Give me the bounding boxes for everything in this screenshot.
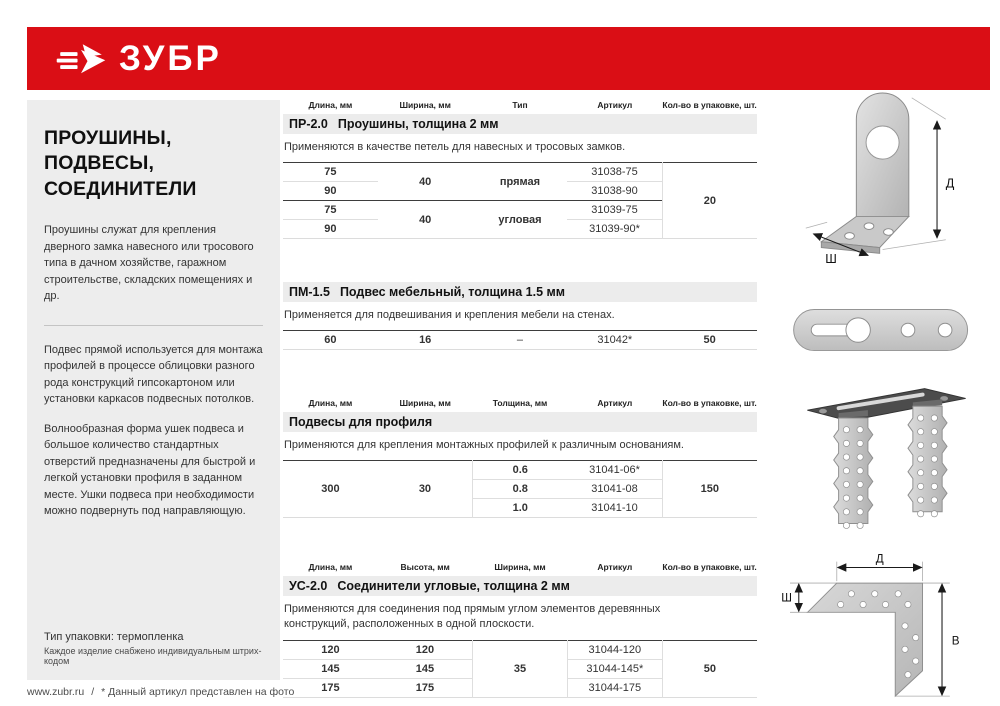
cell-width: 35: [473, 640, 568, 697]
cell-length: 90: [324, 185, 337, 198]
col-header: Длина, мм: [308, 100, 353, 110]
corner-connectors-data-grid: [283, 640, 757, 698]
section-description: Применяются в качестве петель для навесных и тросовых замков.: [284, 141, 626, 153]
section-title-eyelets: [283, 114, 757, 134]
table-row: [283, 461, 757, 480]
cell-height: 175: [415, 681, 435, 694]
cell-width: 40: [419, 175, 432, 188]
cell-article: 31041-10: [591, 502, 638, 515]
dim-label-width: Ш: [825, 252, 837, 267]
section-name: Проушины, толщина 2 мм: [337, 117, 499, 131]
cell-type: –: [516, 334, 524, 347]
cell-article: 31039-75: [567, 201, 662, 220]
cell-length: 90: [324, 223, 337, 236]
cell-type: угловая: [473, 201, 568, 239]
col-header: Артикул: [597, 100, 633, 110]
profile-hanger-image: [778, 375, 993, 550]
table-profile-hangers-header-row: [283, 398, 757, 411]
table-furniture-hanger: [283, 282, 757, 350]
section-title-corner-connectors: [283, 576, 757, 596]
col-header: Кол-во в упаковке, шт.: [662, 100, 757, 110]
cell-article: 31038-90: [591, 185, 638, 198]
col-header: Кол-во в упаковке, шт.: [662, 398, 757, 408]
cell-length: 145: [283, 659, 378, 678]
cell-article: 31044-120: [567, 640, 662, 659]
section-description: Применяется для подвешивания и крепления мебели на стенах.: [284, 309, 615, 321]
cell-article: 31039-90*: [589, 223, 640, 236]
sidebar-paragraph-hanger-ears: Волнообразная форма ушек подвеса и большое количество стандартных отверстий предназначены для быстрой и легкой установки профиля в заданном месте. Ушки подвеса при необходимости можно подвернуть под направляющую.: [44, 422, 256, 518]
table-row: [283, 640, 757, 659]
furniture-hanger-data-grid: [283, 330, 757, 350]
section-description: Применяются для соединения под прямым углом элементов деревянных конструкций, расположенных в одной плоскости.: [284, 603, 661, 631]
cell-width: 40: [378, 201, 473, 239]
cell-length: 75: [283, 201, 378, 220]
col-header: Ширина, мм: [494, 562, 546, 572]
brand-header: [27, 27, 990, 90]
cell-length: 175: [321, 681, 340, 694]
table-corner-connectors: [283, 562, 757, 698]
section-name: Соединители угловые, толщина 2 мм: [337, 579, 570, 593]
zubr-logo-icon: [55, 37, 107, 81]
brand-logo-text: ЗУБР: [119, 38, 222, 78]
cell-length: 300: [321, 483, 340, 496]
packaging-info: [44, 631, 263, 666]
packaging-barcode-note: Каждое изделие снабжено индивидуальным штрих-кодом: [44, 646, 262, 666]
col-header: Высота, мм: [400, 562, 450, 572]
cell-thickness: 0.6: [473, 461, 568, 480]
cell-qty: 150: [662, 461, 757, 518]
profile-hangers-data-grid: [283, 460, 757, 518]
product-tables: [283, 100, 757, 700]
cell-qty: 50: [662, 640, 757, 697]
col-header: Артикул: [597, 562, 633, 572]
cell-article: 31044-175: [588, 681, 642, 694]
cell-width: 30: [378, 461, 473, 518]
cell-article: 31044-145*: [567, 659, 662, 678]
section-title-profile-hangers: [283, 412, 757, 432]
cell-height: 145: [378, 659, 473, 678]
furniture-hanger-image: [778, 282, 993, 387]
footer-separator: /: [91, 686, 95, 698]
section-name: Подвес мебельный, толщина 1.5 мм: [339, 285, 566, 299]
col-header: Артикул: [597, 398, 633, 408]
table-eyelets-header-row: [283, 100, 757, 113]
col-header: Тип: [512, 100, 528, 110]
sidebar: [27, 100, 280, 680]
cell-length: 60: [324, 334, 337, 347]
sidebar-paragraph-eyelets: Проушины служат для крепления дверного замка навесного или тросового типа в дачном хозяйстве, гаражном строительстве, складских помещениях и др.: [44, 224, 254, 303]
sidebar-paragraph-hanger: Подвес прямой используется для монтажа профилей в процессе облицовки разного рода конструкций гипсокартоном или установки каркасов подвесных потолков.: [44, 343, 263, 406]
cell-height: 120: [378, 640, 473, 659]
dim-label-width: Ш: [781, 591, 792, 605]
table-eyelets: [283, 100, 757, 239]
cell-width: 16: [419, 334, 432, 347]
page-title: ПРОУШИНЫ, ПОДВЕСЫ, СОЕДИНИТЕЛИ: [44, 127, 197, 200]
section-title-furniture-hanger: [283, 282, 757, 302]
dim-label-length: Д: [945, 176, 955, 191]
site-link[interactable]: www.zubr.ru: [27, 686, 85, 698]
corner-connector-image: [778, 548, 993, 705]
col-header: Длина, мм: [308, 398, 353, 408]
packaging-type: Тип упаковки: термопленка: [44, 631, 184, 643]
section-name: Подвесы для профиля: [289, 415, 433, 429]
cell-article: 31038-75: [567, 163, 662, 182]
cell-article: 31042*: [597, 334, 633, 347]
sidebar-divider: [44, 325, 263, 326]
cell-article: 31041-08: [567, 480, 662, 499]
table-corner-connectors-header-row: [283, 562, 757, 575]
eyelet-angled-image: [778, 92, 993, 272]
table-row: [283, 163, 757, 182]
cell-qty: 50: [703, 334, 716, 347]
dim-label-height: В: [951, 634, 960, 648]
dim-label-length: Д: [875, 552, 884, 566]
section-description: Применяются для крепления монтажных профилей к различным основаниям.: [284, 439, 684, 451]
eyelets-data-grid: [283, 162, 757, 239]
section-code: ПР-2.0: [289, 117, 328, 131]
table-profile-hangers: [283, 398, 757, 518]
footer: [27, 686, 294, 698]
col-header: Кол-во в упаковке, шт.: [662, 562, 757, 572]
cell-type: прямая: [499, 175, 541, 188]
table-row: [283, 331, 757, 350]
col-header: Ширина, мм: [399, 100, 451, 110]
cell-thickness: 0.8: [473, 480, 568, 499]
footer-note: * Данный артикул представлен на фото: [101, 686, 295, 698]
cell-article: 31041-06*: [567, 461, 662, 480]
col-header: Ширина, мм: [399, 398, 451, 408]
col-header: Длина, мм: [308, 562, 353, 572]
cell-length: 75: [283, 163, 378, 182]
cell-qty: 20: [662, 163, 757, 239]
section-code: УС-2.0: [289, 579, 328, 593]
cell-length: 120: [283, 640, 378, 659]
cell-thickness: 1.0: [512, 502, 528, 515]
section-code: ПМ-1.5: [289, 285, 330, 299]
col-header: Толщина, мм: [492, 398, 548, 408]
